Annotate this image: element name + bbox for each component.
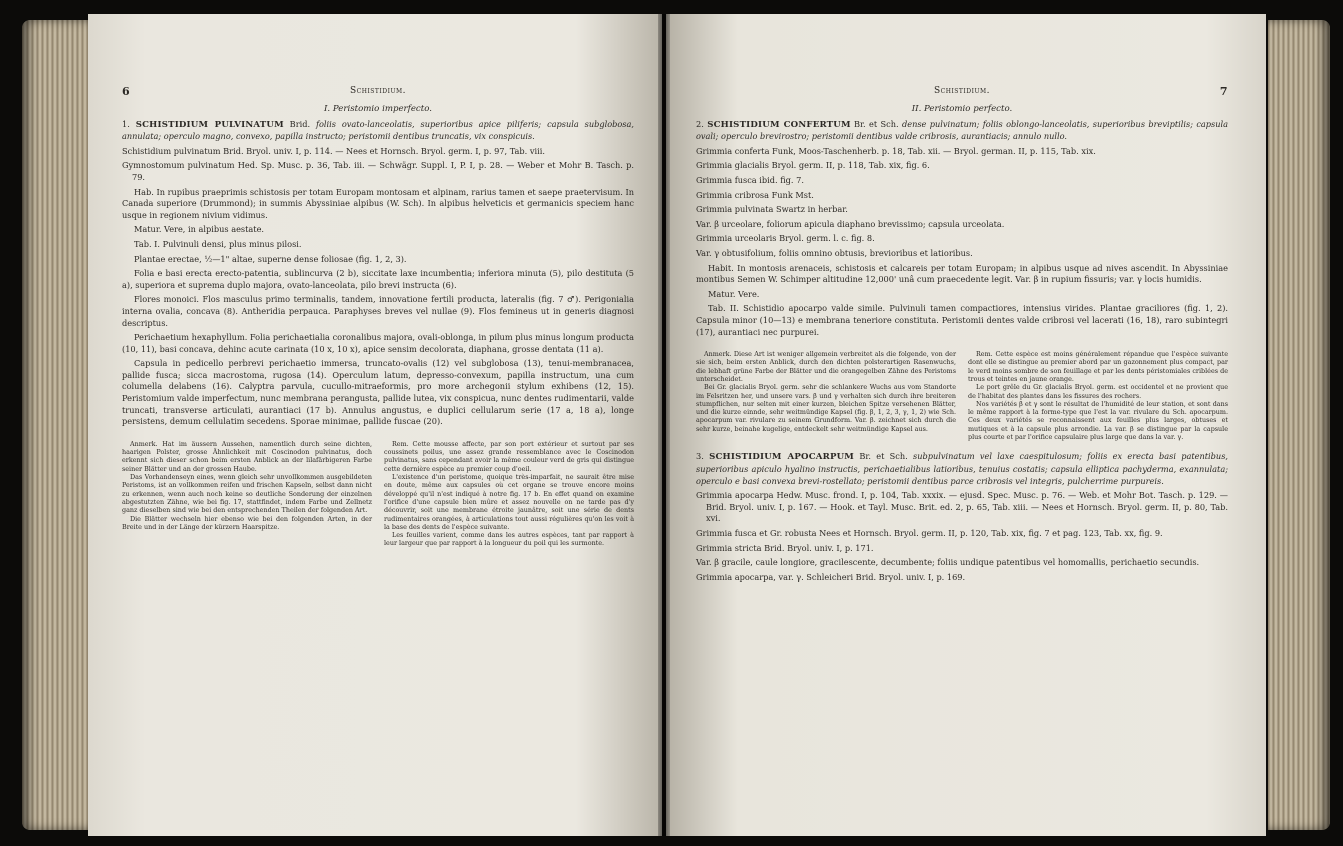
paragraph-tab: Tab. I. Pulvinuli densi, plus minus pilosi. — [134, 238, 302, 249]
right-page — [666, 14, 1266, 836]
running-head-title: Schistidium. — [933, 86, 991, 96]
synonym: Grimmia fusca et Gr. robusta Nees et Hornsch. Bryol. germ. II, p. 120, Tab. xix, fig. 7 et pag. 123, Tab. xx, fig. 9. — [696, 527, 1163, 538]
left-running-head — [122, 86, 634, 102]
synonym: Grimmia fusca ibid. fig. 7. — [696, 174, 804, 185]
paragraph-tab: Tab. II. Schistidio apocarpo valde simile. Pulvinuli tamen compactiores, intensius virides. Plantae graciliores (fig. 1, 2). Capsula minor (10—13) e membrana teneriore constituta. Peristomii dentes valde cribrosi vel lacerati (16, 18), raro subintegri (17), aurantiaci nec purpurei. — [696, 303, 1228, 337]
paragraph-habitat: Hab. In rupibus praeprimis schistosis per totam Europam montosam et alpinam, rarius tamen et saepe praetervisum. In Canada superiore (Drummond); in summis Abyssiniae alpibus (W. Sch). In alpibus helveticis et germanicis speciem hanc usque in regionem nivium vidimus. — [122, 186, 634, 220]
note-german: Anmerk. Diese Art ist weniger allgemein verbreitet als die folgende, von der sie sich, beim ersten Anblick, durch den dichten polsterartigen Rasenwuchs, die lebhaft grüne Farbe der Blätter und die orangegelben Zähne des Peristoms unterscheidet. Bei Gr. glacialis Bryol. germ. sehr die schlankere Wuchs aus vom Standorte im Felsritzen her, und unsere vars. β und γ verhalten sich durch ihre breiteren stumpflichen, nur selten mit einer kurzen, bleichen Spitze versehenen Blätter, und die kurze einnde, sehr weitmündige Kapsel (fig. β, 1, 2, 3, γ, 1, 2) wie Sch. apocarpum var. rivulare zu seinem Grundform. Var. β. zeichnet sich durch die sehr kurze, beinahe kugelige, entdeckelt sehr weitmündige Kapsel aus. — [696, 350, 956, 433]
species-heading: 1. SCHISTIDIUM PULVINATUM Brid. foliis ovato-lanceolatis, superioribus apice piliferis; capsula subglobosa, annulata; operculo magno, convexo, papilla instructo; peristomii dentibus truncatis, vix conspicuis. — [122, 118, 634, 142]
synonym: Grimmia pulvinata Swartz in herbar. — [696, 204, 848, 215]
synonym: Grimmia conferta Funk, Moos-Taschenherb. p. 18, Tab. xii. — Bryol. german. II, p. 115, Tab. xix. — [696, 145, 1096, 156]
footnotes — [122, 440, 634, 548]
book-gutter — [658, 14, 670, 836]
paragraph-capsula: Capsula in pedicello perbrevi perichaetio immersa, truncato-ovalis (12) vel subglobosa (13), tenui-membranacea, pallide fusca; sicca macrostoma, rugosa (14). Operculum latum, depresso-convexum, papilla instructum, una cum columella delabens (16). Calyptra parvula, cucullo-mitraeformis, pro more archegonii stylum exhibens (12, 15). Peristomium valde imperfectum, nunc membrana perangusta, pallide lutea, vix conspicua, nunc dentes rudimentarii, valde truncati, transverse articulati, aurantiaci (17 b). Annulus angustus, e duplici cellularum serie (17 a, 18 a), longe persistens, demum cellulatim secedens. Sporae minimae, pallide fuscae (20). — [122, 358, 634, 427]
species-diagnosis: dense pulvinatum; foliis oblongo-lanceolatis, superioribus breviptilis; capsula ovali; operculo brevirostro; peristomii dentibus valde cribrosis, aurantiacis; annulo nullo. — [696, 118, 1229, 142]
open-book — [18, 14, 1330, 836]
footnotes — [696, 350, 1228, 441]
synonym: Grimmia apocarpa Hedw. Musc. frond. I, p. 104, Tab. xxxix. — ejusd. Spec. Musc. p. 76. — Web. et Mohr Bot. Tasch. p. 129. — Brid. Bryol. univ. I, p. 167. — Hook. et Tayl. Musc. Brit. ed. 2, p. 65, Tab. xiii. — Nees et Hornsch. Bryol. germ. II, p. 80, Tab. xvi. — [696, 490, 1228, 524]
synonym: Grimmia stricta Brid. Bryol. univ. I, p. 171. — [696, 542, 874, 553]
paragraph-maturity: Matur. Vere, in alpibus aestate. — [134, 224, 265, 235]
section-title: II. Peristomio perfecto. — [911, 104, 1013, 114]
species-heading: 2. SCHISTIDIUM CONFERTUM Br. et Sch. dense pulvinatum; foliis oblongo-lanceolatis, superioribus breviptilis; capsula ovali; operculo brevirostro; peristomii dentibus valde cribrosis, aurantiacis; annulo nullo. — [696, 118, 1229, 142]
paragraph-plantae: Plantae erectae, ½—1" altae, superne dense foliosae (fig. 1, 2, 3). — [134, 253, 407, 264]
variety: Var. β urceolare, foliorum apicula diaphano brevissimo; capsula urceolata. — [696, 218, 1005, 229]
paragraph-flores: Flores monoici. Flos masculus primo terminalis, tandem, innovatione fertili producta, lateralis (fig. 7 ♂). Perigonialia interna ovalia, concava (8). Antheridia perpauca. Paraphyses breves vel nullae (9). Flos femineus ut in generis diagnosi descriptus. — [122, 294, 634, 328]
paragraph-habitat: Habit. In montosis arenaceis, schistosis et calcareis per totam Europam; in alpibus usque ad nives ascendit. In Abyssiniae montibus Semen W. Schimper altitudine 12,000' unâ cum praecedente legit. Var. β in rupium fissuris; var. γ locis humidis. — [696, 262, 1228, 285]
species-name: SCHISTIDIUM PULVINATUM — [135, 119, 284, 130]
page-edges-left — [22, 20, 90, 830]
species-heading: 3. SCHISTIDIUM APOCARPUM Br. et Sch. subpulvinatum vel laxe caespitulosum; foliis ex erecta basi patentibus, superioribus apiculo hyalino instructis, perichaetialibus latioribus, tenuius costatis; capsula elliptica pachyderma, exannulata; operculo e basi convexa brevi-rostellato; peristomii dentibus parce cribrosis vel integris, pulcherrime purpureis. — [696, 451, 1228, 486]
left-page — [88, 14, 662, 836]
synonym: Grimmia apocarpa, var. γ. Schleicheri Brid. Bryol. univ. I, p. 169. — [696, 571, 966, 582]
page-number: 7 — [1219, 85, 1228, 98]
section-title: I. Peristomio imperfecto. — [324, 104, 432, 114]
synonym: Grimmia glacialis Bryol. germ. II, p. 118, Tab. xix, fig. 6. — [696, 160, 930, 171]
synonym: Gymnostomum pulvinatum Hed. Sp. Musc. p. 36, Tab. iii. — Schwägr. Suppl. I, P. I, p. 28. — Weber et Mohr B. Tasch. p. 79. — [122, 160, 634, 182]
note-german: Anmerk. Hat im äussern Aussehen, namentlich durch seine dichten, haarigen Polster, grosse Ähnlichkeit mit Coscinodon pulvinatus, doch erkennt sich dieser schon beim ersten Anblick an der lilafärbigeren Farbe seiner Blätter und an der grossen Haube. Das Vorhandenseyn eines, wenn gleich sehr unvollkommen ausgebildeten Peristoms, ist an vollkommen reifen und frischen Kapseln, selbst dann nicht zu erkennen, wenn auch noch keine so deutliche Sonderung der einzelnen abgestutzten Zähne, wie bei fig. 17, stattfindet, indem Farbe und Zellnetz ganz dieselben sind wie bei den entsprechenden Theilen der folgenden Art. Die Blätter wechseln hier ebenso wie bei den folgenden Arten, in der Breite und in der Länge der kürzern Haarspitze. — [122, 439, 372, 531]
paragraph-maturity: Matur. Vere. — [708, 288, 760, 299]
note-french: Rem. Cette espèce est moins généralement répandue que l'espèce suivante dont elle se distingue au premier abord par un gazonnement plus compact, par le verd moins sombre de son feuillage et par les dents péristomiales criblées de trous et teintes en jaune orange. Le port grêle du Gr. glacialis Bryol. germ. est occidentel et ne provient que de l'habitat des plantes dans les fissures des rochers. Nos variétés β et γ sont le résultat de l'humidité de leur station, et sont dans le même rapport à la forme-type que l'est la var. rivulare du Sch. apocarpum. Ces deux variétés se reconnaissent aux feuilles plus larges, obtuses et mutiques et à la capsule plus arrondie. La var. β se distingue par la capsule plus courte et par l'orifice capsulaire plus large que dans la var. γ. — [968, 350, 1228, 442]
species-name: SCHISTIDIUM APOCARPUM — [709, 452, 855, 463]
synonym: Grimmia cribrosa Funk Mst. — [696, 189, 814, 200]
variety: Var. β gracile, caule longiore, gracilescente, decumbente; foliis undique patentibus vel homomallis, perichaetio secundis. — [696, 557, 1200, 568]
running-head-title: Schistidium. — [349, 86, 407, 96]
species-diagnosis: subpulvinatum vel laxe caespitulosum; foliis ex erecta basi patentibus, superioribus apiculo hyalino instructis, perichaetialibus latioribus, tenuius costatis; capsula elliptica pachyderma, exannulata; operculo e basi convexa brevi-rostellato; peristomii dentibus parce cribrosis vel integris, pulcherrime purpureis. — [696, 451, 1228, 486]
note-french: Rem. Cette mousse affecte, par son port extérieur et surtout par ses coussinets poilus, une assez grande ressemblance avec le Coscinodon pulvinatus, sans cependant avoir la même couleur verd de gris qui distingue cette dernière espèce au premier coup d'oeil. L'existence d'un peristome, quoique très-imparfait, ne saurait être mise en doute, même aux capsules où cet organe se trouve encore moins développé qu'il n'est indiqué à notre fig. 17 b. En effet quand on examine l'orifice d'une capsule bien mûre et assez nouvelle on ne tarde pas d'y découvrir, soit une membrane étroite jaunâtre, soit une série de dents rudimentaires orangées, à articulations tout aussi régulières qu'on les voit à la base des dents de l'espèce suivante. Les feuilles varient, comme dans les autres espèces, tant par rapport à leur largeur que par rapport à la longueur du poil qui les surmonte. — [384, 439, 634, 548]
variety: Var. γ obtusifolium, foliis omnino obtusis, brevioribus et latioribus. — [696, 247, 973, 258]
right-running-head — [696, 86, 1228, 102]
species-diagnosis: foliis ovato-lanceolatis, superioribus apice piliferis; capsula subglobosa, annulata; operculo magno, convexo, papilla instructo; peristomii dentibus truncatis, vix conspicuis. — [122, 118, 634, 142]
paragraph-folia: Folia e basi erecta erecto-patentia, sublincurva (2 b), siccitate laxe incumbentia; inferiora minuta (5), pilo destituta (5 a), superiora et suprema duplo majora, ovato-lanceolata, pilo brevi instructa (6). — [122, 268, 634, 290]
page-edges-right — [1268, 20, 1330, 830]
species-name: SCHISTIDIUM CONFERTUM — [707, 119, 851, 130]
paragraph-perichaetium: Perichaetium hexaphyllum. Folia perichaetialia coronalibus majora, ovali-oblonga, in pilum plus minus longum producta (10, 11), basi concava, dehinc acute carinata (10 x, 10 x), apice sensim decolorata, diaphana, grosse dentata (11 a). — [122, 332, 634, 354]
synonym: Grimmia urceolaris Bryol. germ. l. c. fig. 8. — [696, 233, 875, 244]
synonym: Schistidium pulvinatum Brid. Bryol. univ. I, p. 114. — Nees et Hornsch. Bryol. germ. I, p. 97, Tab. viii. — [122, 145, 545, 156]
page-number: 6 — [122, 85, 131, 98]
